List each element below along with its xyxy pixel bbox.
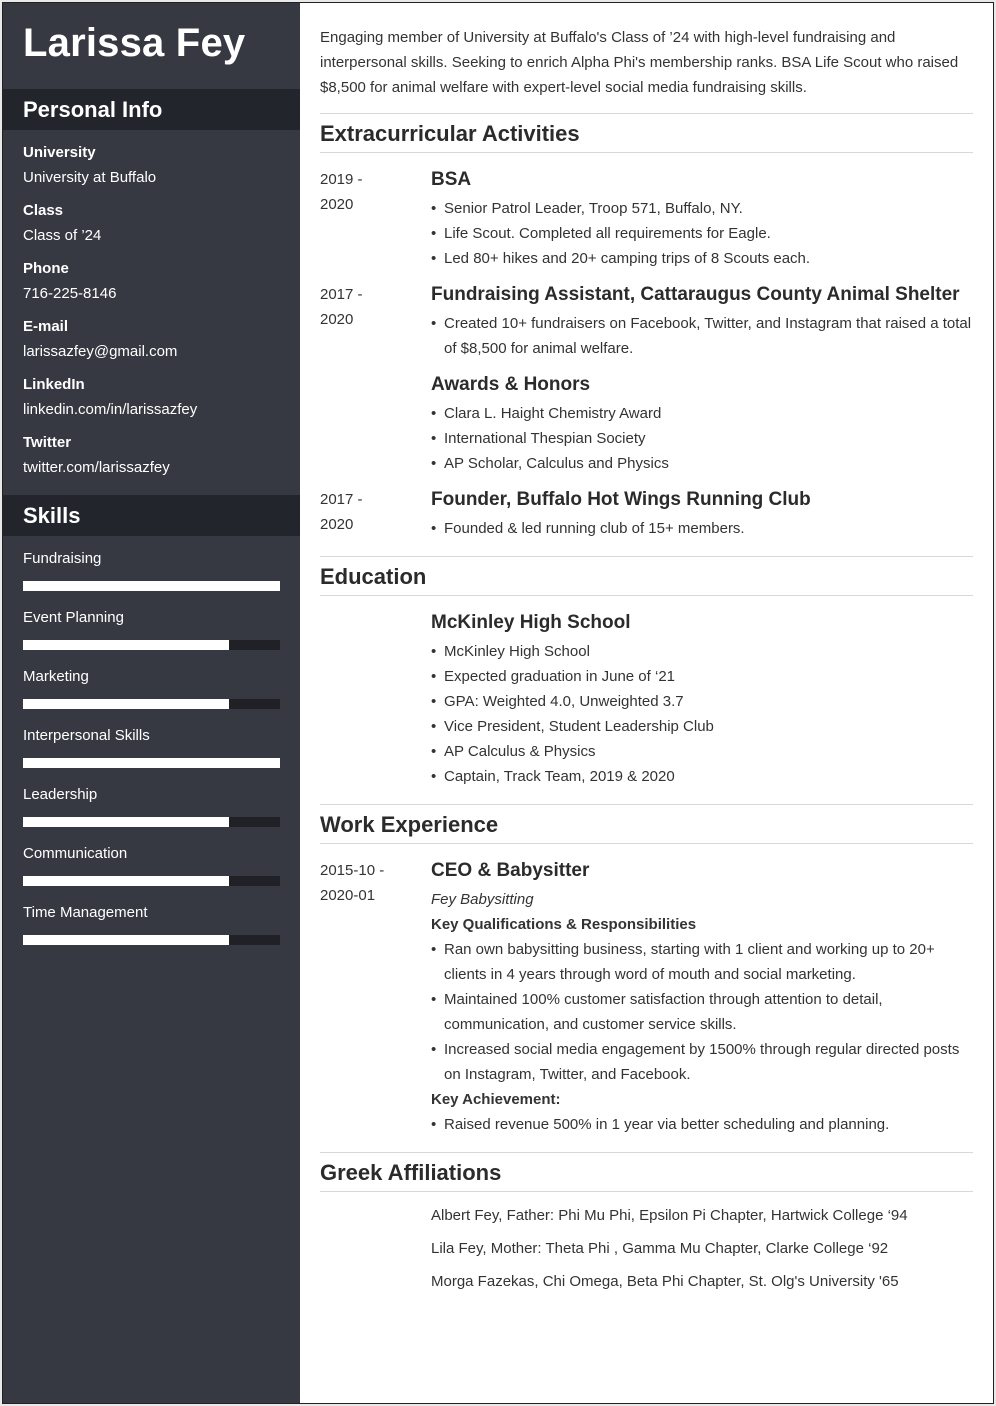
bullet-item: • Clara L. Haight Chemistry Award bbox=[431, 401, 976, 426]
entry-content bbox=[431, 858, 976, 1137]
info-label: Class bbox=[23, 202, 64, 219]
info-item-class bbox=[23, 201, 283, 259]
skill-bar bbox=[23, 758, 280, 768]
skill-name: Marketing bbox=[23, 668, 89, 685]
info-value: twitter.com/larissazfey bbox=[23, 459, 170, 476]
greek-line: Lila Fey, Mother: Theta Phi , Gamma Mu Chapter, Clarke College ‘92 bbox=[431, 1240, 889, 1257]
entry-date bbox=[320, 167, 420, 217]
skill-bar bbox=[23, 640, 280, 650]
entry-date bbox=[320, 487, 420, 537]
skill-item bbox=[23, 785, 280, 844]
section-title-education: Education bbox=[320, 556, 973, 596]
skill-bar-fill bbox=[23, 876, 229, 886]
skill-name: Leadership bbox=[23, 786, 98, 803]
company-name: Fey Babysitting bbox=[431, 891, 534, 908]
entry-title: Founder, Buffalo Hot Wings Running Club bbox=[431, 489, 811, 510]
skill-item bbox=[23, 903, 280, 962]
skill-bar-fill bbox=[23, 935, 229, 945]
bullet-item: • Maintained 100% customer satisfaction through attention to detail, communication, and customer service skills. bbox=[431, 987, 976, 1037]
skill-item bbox=[23, 844, 280, 903]
entry-content bbox=[431, 282, 976, 361]
candidate-name: Larissa Fey bbox=[23, 21, 246, 65]
section-title-extracurricular: Extracurricular Activities bbox=[320, 113, 973, 153]
info-label: LinkedIn bbox=[23, 376, 85, 393]
bullet-list bbox=[431, 196, 976, 271]
section-title-work: Work Experience bbox=[320, 804, 973, 844]
sidebar bbox=[3, 3, 300, 1403]
info-value: University at Buffalo bbox=[23, 169, 157, 186]
entry-content bbox=[431, 372, 976, 476]
entry-content bbox=[431, 1203, 976, 1302]
bullet-item: • Ran own babysitting business, starting with 1 client and working up to 20+ clients in 4 years through word of mouth and social marketing. bbox=[431, 937, 976, 987]
entry-title: BSA bbox=[431, 169, 472, 190]
qualifications-heading: Key Qualifications & Responsibilities bbox=[431, 916, 697, 933]
section-title-greek: Greek Affiliations bbox=[320, 1152, 973, 1192]
resume-page bbox=[2, 2, 994, 1404]
skill-name: Communication bbox=[23, 845, 128, 862]
personal-info-heading: Personal Info bbox=[3, 89, 300, 130]
date-end: 2020 bbox=[320, 196, 354, 213]
bullet-item: • Vice President, Student Leadership Club bbox=[431, 714, 976, 739]
skill-item bbox=[23, 726, 280, 785]
bullet-item: • International Thespian Society bbox=[431, 426, 976, 451]
bullet-item: • Created 10+ fundraisers on Facebook, Twitter, and Instagram that raised a total of $8,500 for animal welfare. bbox=[431, 311, 976, 361]
info-item-phone bbox=[23, 259, 283, 317]
skill-bar-fill bbox=[23, 640, 229, 650]
entry-title: McKinley High School bbox=[431, 612, 631, 633]
info-value: Class of ’24 bbox=[23, 227, 102, 244]
skill-bar-fill bbox=[23, 817, 229, 827]
skill-bar-fill bbox=[23, 758, 280, 768]
bullet-item: • Raised revenue 500% in 1 year via better scheduling and planning. bbox=[431, 1112, 976, 1137]
bullet-item: • AP Calculus & Physics bbox=[431, 739, 976, 764]
skill-bar bbox=[23, 935, 280, 945]
achievement-heading: Key Achievement: bbox=[431, 1091, 561, 1108]
date-start: 2017 - bbox=[320, 286, 363, 303]
greek-line: Morga Fazekas, Chi Omega, Beta Phi Chapter, St. Olg's University '65 bbox=[431, 1273, 899, 1290]
date-end: 2020 bbox=[320, 516, 354, 533]
info-item-university bbox=[23, 143, 283, 201]
date-end: 2020 bbox=[320, 311, 354, 328]
entry-content bbox=[431, 610, 976, 789]
skill-item bbox=[23, 667, 280, 726]
skills-list bbox=[23, 549, 280, 962]
info-label: Twitter bbox=[23, 434, 72, 451]
skill-item bbox=[23, 608, 280, 667]
bullet-list bbox=[431, 937, 976, 1087]
entry-title: Fundraising Assistant, Cattaraugus County Animal Shelter bbox=[431, 284, 960, 305]
bullet-list bbox=[431, 401, 976, 476]
entry-title: CEO & Babysitter bbox=[431, 860, 590, 881]
entry-date bbox=[320, 282, 420, 332]
entry-title: Awards & Honors bbox=[431, 374, 591, 395]
bullet-list bbox=[431, 1112, 976, 1137]
date-start: 2017 - bbox=[320, 491, 363, 508]
bullet-item: • Increased social media engagement by 1500% through regular directed posts on Instagram, Twitter, and Facebook. bbox=[431, 1037, 976, 1087]
bullet-list bbox=[431, 311, 976, 361]
skill-bar-fill bbox=[23, 581, 280, 591]
info-item-twitter bbox=[23, 433, 283, 491]
skill-name: Event Planning bbox=[23, 609, 124, 626]
info-value: larissazfey@gmail.com bbox=[23, 343, 178, 360]
skill-name: Fundraising bbox=[23, 550, 102, 567]
bullet-list bbox=[431, 639, 976, 789]
bullet-list bbox=[431, 516, 976, 541]
entry-content bbox=[431, 487, 976, 541]
date-start: 2019 - bbox=[320, 171, 363, 188]
info-item-linkedin bbox=[23, 375, 283, 433]
skill-bar bbox=[23, 876, 280, 886]
bullet-item: • Founded & led running club of 15+ members. bbox=[431, 516, 976, 541]
personal-info-list bbox=[23, 143, 283, 491]
greek-line: Albert Fey, Father: Phi Mu Phi, Epsilon Pi Chapter, Hartwick College ‘94 bbox=[431, 1207, 908, 1224]
summary: Engaging member of University at Buffalo's Class of ’24 with high-level fundraising and interpersonal skills. Seeking to enrich Alpha Phi's membership ranks. BSA Life Scout who raised $8,500 for animal welfare with expert-level social media fundraising skills. bbox=[320, 29, 959, 96]
skill-item bbox=[23, 549, 280, 608]
date-start: 2015-10 - bbox=[320, 862, 385, 879]
skill-bar bbox=[23, 817, 280, 827]
skill-bar-fill bbox=[23, 699, 229, 709]
bullet-item: • Senior Patrol Leader, Troop 571, Buffalo, NY. bbox=[431, 196, 976, 221]
skill-bar bbox=[23, 699, 280, 709]
info-value: 716-225-8146 bbox=[23, 285, 117, 302]
entry-content bbox=[431, 167, 976, 271]
date-end: 2020-01 bbox=[320, 887, 376, 904]
info-value: linkedin.com/in/larissazfey bbox=[23, 401, 198, 418]
bullet-item: • Led 80+ hikes and 20+ camping trips of 8 Scouts each. bbox=[431, 246, 976, 271]
bullet-item: • Expected graduation in June of ‘21 bbox=[431, 664, 976, 689]
bullet-item: • Captain, Track Team, 2019 & 2020 bbox=[431, 764, 976, 789]
skill-name: Interpersonal Skills bbox=[23, 727, 150, 744]
skills-heading: Skills bbox=[3, 495, 300, 536]
info-label: University bbox=[23, 144, 96, 161]
entry-date bbox=[320, 858, 420, 908]
skill-bar bbox=[23, 581, 280, 591]
bullet-item: • AP Scholar, Calculus and Physics bbox=[431, 451, 976, 476]
bullet-item: • McKinley High School bbox=[431, 639, 976, 664]
info-item-email bbox=[23, 317, 283, 375]
skill-name: Time Management bbox=[23, 904, 148, 921]
info-label: Phone bbox=[23, 260, 69, 277]
bullet-item: • Life Scout. Completed all requirements for Eagle. bbox=[431, 221, 976, 246]
info-label: E-mail bbox=[23, 318, 69, 335]
bullet-item: • GPA: Weighted 4.0, Unweighted 3.7 bbox=[431, 689, 976, 714]
